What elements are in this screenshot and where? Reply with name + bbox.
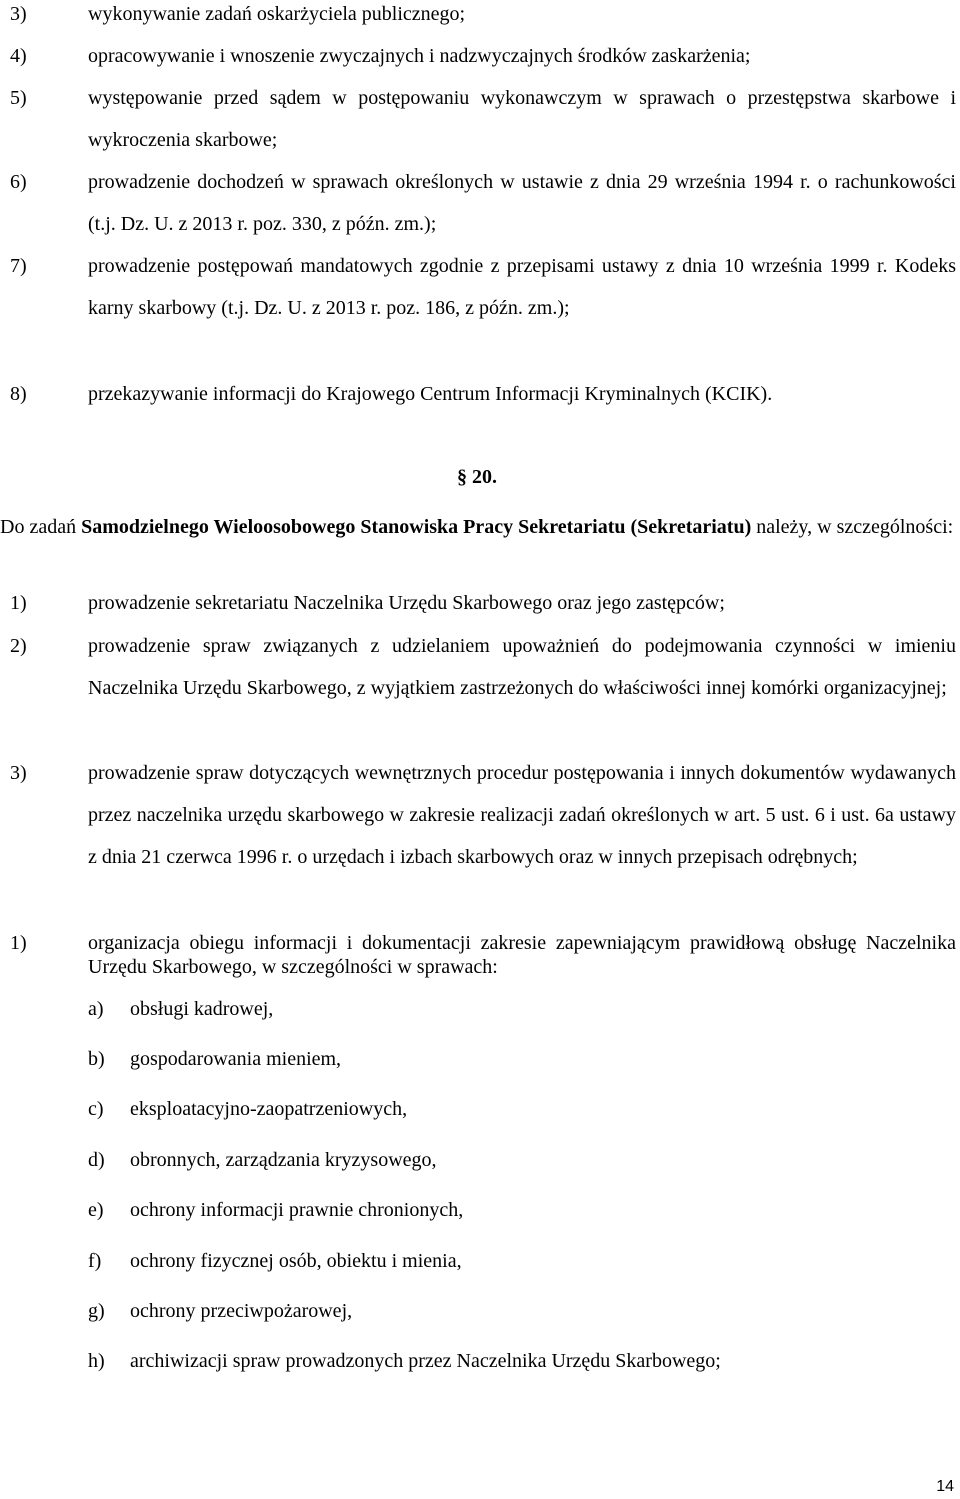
list-item-number: 2) <box>10 635 27 657</box>
list-item-number: 6) <box>10 171 27 193</box>
sub-list-item-text: ochrony informacji prawnie chronionych, <box>130 1199 464 1221</box>
sub-list-item-text: obronnych, zarządzania kryzysowego, <box>130 1149 437 1171</box>
sub-list-item-letter: c) <box>88 1098 104 1120</box>
sub-list-item-text: ochrony fizycznej osób, obiektu i mienia, <box>130 1250 462 1272</box>
list-item-number: 3) <box>10 3 27 25</box>
list-item-number: 1) <box>10 932 27 954</box>
list-item-text: opracowywanie i wnoszenie zwyczajnych i nadzwyczajnych środków zaskarżenia; <box>88 45 751 67</box>
intro-end: należy, w szczególności: <box>756 516 954 538</box>
list-item-number: 5) <box>10 87 27 109</box>
list-item-text: prowadzenie spraw dotyczących wewnętrznych procedur postępowania i innych dokumentów wydawanych przez naczelnika urzędu skarbowego w zakresie realizacji zadań określonych w art. 5 ust. 6 i ust. 6a ustawy z dnia 21 czerwca 1996 r. o urzędach i izbach skarbowych oraz w innych przepisach odrębnych; <box>88 762 956 868</box>
sub-list-item-text: obsługi kadrowej, <box>130 998 274 1020</box>
list-item-text: przekazywanie informacji do Krajowego Centrum Informacji Kryminalnych (KCIK). <box>88 383 773 405</box>
list-item-text: wykonywanie zadań oskarżyciela publicznego; <box>88 3 466 25</box>
section-intro <box>0 506 958 548</box>
sub-list-item-letter: a) <box>88 998 104 1020</box>
list-item-text: prowadzenie sekretariatu Naczelnika Urzędu Skarbowego oraz jego zastępców; <box>88 592 725 614</box>
sub-list-item-text: gospodarowania mieniem, <box>130 1048 342 1070</box>
sub-list-item-letter: f) <box>88 1250 102 1272</box>
sub-list-item-text: ochrony przeciwpożarowej, <box>130 1300 353 1322</box>
list-item-text: prowadzenie spraw związanych z udzielaniem upoważnień do podejmowania czynności w imieniu Naczelnika Urzędu Skarbowego, z wyjątkiem zastrzeżonych do właściwości innej komórki organizacyjnej; <box>88 635 956 699</box>
sub-list-item-letter: d) <box>88 1149 105 1171</box>
sub-list-item-text: eksploatacyjno-zaopatrzeniowych, <box>130 1098 408 1120</box>
section-heading: § 20. <box>457 466 497 488</box>
sub-list-item-letter: h) <box>88 1350 105 1372</box>
sub-list-item-text: archiwizacji spraw prowadzonych przez Naczelnika Urzędu Skarbowego; <box>130 1350 721 1372</box>
list-item-number: 1) <box>10 592 27 614</box>
sub-list-item-letter: g) <box>88 1300 105 1322</box>
page-number: 14 <box>936 1478 954 1495</box>
intro-bold-unit-name: Samodzielnego Wieloosobowego Stanowiska Pracy Sekretariatu (Sekretariatu) <box>81 516 752 538</box>
list-item-text: prowadzenie dochodzeń w sprawach określonych w ustawie z dnia 29 września 1994 r. o rachunkowości (t.j. Dz. U. z 2013 r. poz. 330, z późn. zm.); <box>88 171 956 235</box>
list-item-number: 7) <box>10 255 27 277</box>
sub-list-item-letter: b) <box>88 1048 105 1070</box>
list-item-number: 8) <box>10 383 27 405</box>
list-item-number: 4) <box>10 45 27 67</box>
list-item-text: prowadzenie postępowań mandatowych zgodnie z przepisami ustawy z dnia 10 września 1999 r. Kodeks karny skarbowy (t.j. Dz. U. z 2013 r. poz. 186, z późn. zm.); <box>88 255 956 319</box>
intro-start: Do zadań <box>0 516 77 538</box>
list-item-number: 3) <box>10 762 27 784</box>
sub-list-item-letter: e) <box>88 1199 104 1221</box>
list-item-text: występowanie przed sądem w postępowaniu wykonawczym w sprawach o przestępstwa skarbowe i wykroczenia skarbowe; <box>88 87 956 151</box>
list-item-text: organizacja obiegu informacji i dokumentacji zakresie zapewniającym prawidłową obsługę Naczelnika Urzędu Skarbowego, w szczególności w sprawach: <box>88 932 956 978</box>
